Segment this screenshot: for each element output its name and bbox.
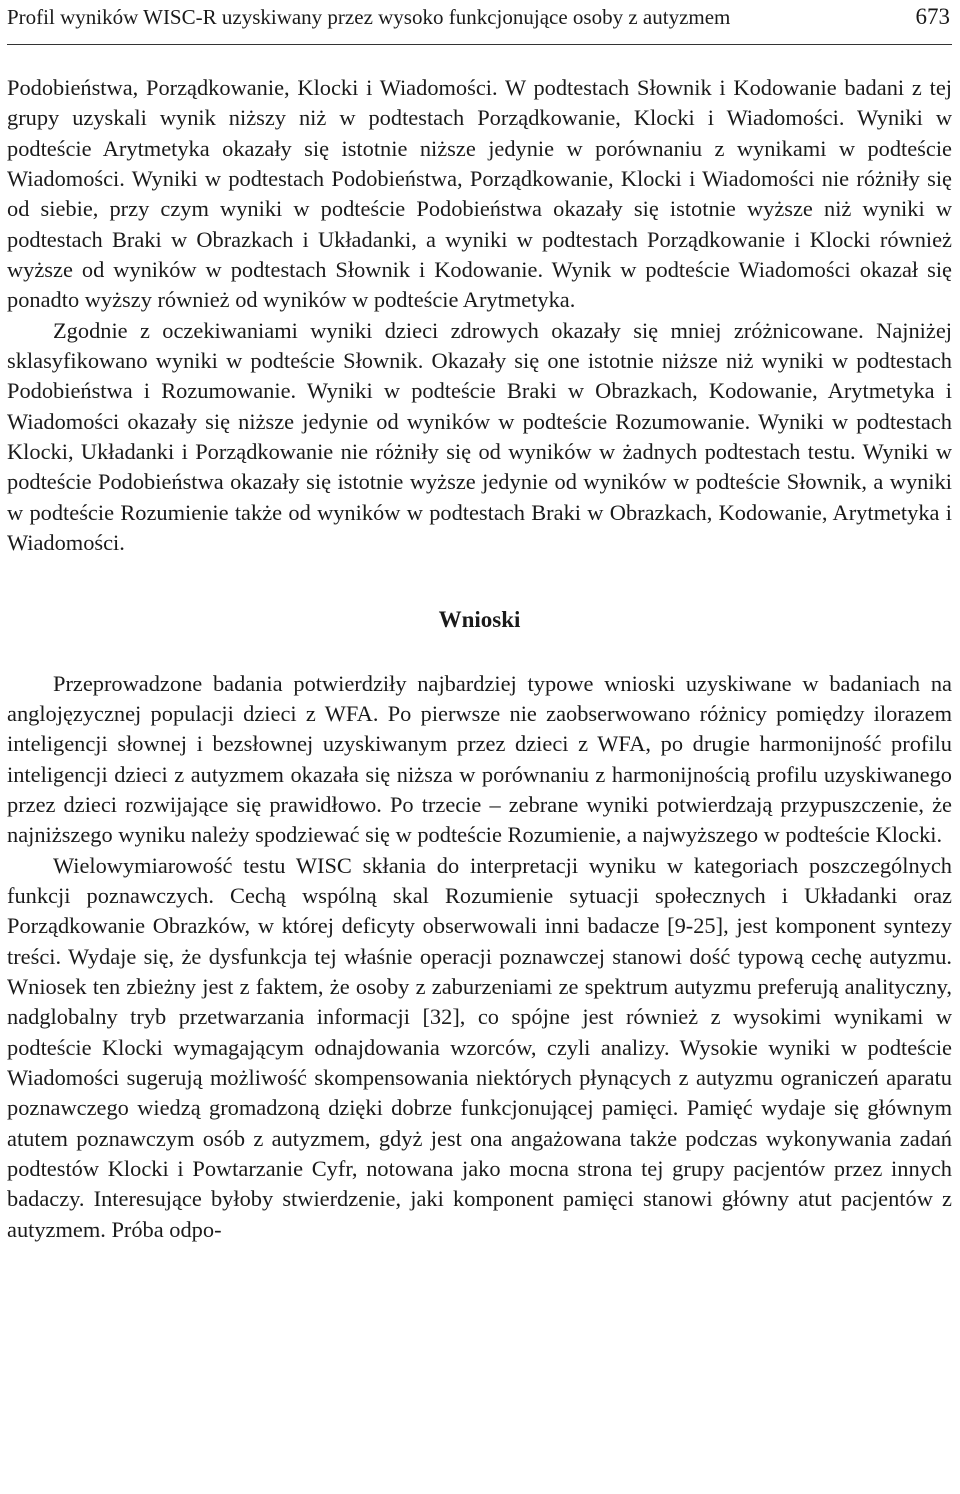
running-title: Profil wyników WISC-R uzyskiwany przez wysoko funkcjonujące osoby z autyzmem	[7, 5, 731, 29]
section-spacer	[7, 635, 952, 669]
paragraph: Zgodnie z oczekiwaniami wyniki dzieci zdrowych okazały się mniej zróżnicowane. Najniżej sklasyfikowano wyniki w podteście Słownik. Okazały się one istotnie niższe niż wyniki w podtestach Podobieństwa i Rozumowanie. Wyniki w podteście Braki w Obrazkach, Kodowanie, Arytmetyka i Wiadomości okazały się niższe jedynie od wyników w podteście Rozumowanie. Wyniki w podtestach Klocki, Układanki i Porządkowanie nie różniły się od wyników w żadnych podtestach testu. Wyniki w podteście Podobieństwa okazały się istotnie wyższe jedynie od wyników w podteście Słownik, a wyniki w podteście Rozumienie także od wyników w podtestach Braki w Obrazkach, Kodowanie, Arytmetyka i Wiadomości.	[7, 317, 952, 556]
header-rule	[7, 44, 952, 45]
body-text	[7, 73, 952, 1245]
paragraph: Podobieństwa, Porządkowanie, Klocki i Wiadomości. W podtestach Słownik i Kodowanie badani z tej grupy uzyskali wynik niższy niż w podtestach Porządkowanie, Klocki i Wiadomości. Wyniki w podteście Arytmetyka okazały się istotnie niższe jedynie w porównaniu z wynikami w podteście Wiadomości. Wyniki w podtestach Podobieństwa, Porządkowanie, Klocki i Wiadomości nie różniły się od siebie, przy czym wyniki w podteście Podobieństwa okazały się istotnie wyższe niż wyniki w podtestach Braki w Obrazkach i Układanki, a wyniki w podtestach Porządkowanie i Klocki również wyższe od wyników w podtestach Słownik i Kodowanie. Wynik w podteście Wiadomości okazał się ponadto wyższy również od wyników w podteście Arytmetyka.	[7, 75, 952, 313]
section-spacer	[7, 559, 952, 605]
page-number: 673	[915, 4, 950, 29]
paragraph: Przeprowadzone badania potwierdziły najbardziej typowe wnioski uzyskiwane w badaniach na anglojęzycznej populacji dzieci z WFA. Po pierwsze nie zaobserwowano różnicy pomiędzy ilorazem inteligencji słownej i bezsłownej uzyskiwanym przez dzieci z WFA, po drugie harmonijność profilu inteligencji dzieci z autyzmem okazała się niższa w porównaniu z harmonijnością profilu uzyskiwanego przez dzieci rozwijające się prawidłowo. Po trzecie – zebrane wyniki potwierdzają przypuszczenie, że najniższego wyniku należy spodziewać się w podteście Rozumienie, a najwyższego w podteście Klocki.	[7, 670, 952, 848]
paragraph: Wielowymiarowość testu WISC skłania do interpretacji wyniku w kategoriach poszczególnych funkcji poznawczych. Cechą wspólną skal Rozumienie sytuacji społecznych i Układanki oraz Porządkowanie Obrazków, w której deficyty obserwowali inni badacze [9-25], jest komponent syntezy treści. Wydaje się, że dysfunkcja tej właśnie operacji poznawczej stanowi dość typową cechę autyzmu. Wniosek ten zbieżny jest z faktem, że osoby z zaburzeniami ze spektrum autyzmu preferują analityczny, nadglobalny tryb przetwarzania informacji [32], co spójne jest również z wysokimi wynikami w podteście Klocki wymagającym odnajdowania wzorców, czyli analizy. Wysokie wyniki w podteście Wiadomości sugerują możliwość skompensowania niektórych płynących z autyzmu ograniczeń aparatu poznawczego wiedzą gromadzoną dzięki dobrze funkcjonującej pamięci. Pamięć wydaje się głównym atutem poznawczym osób z autyzmem, gdyż jest ona angażowana także podczas wykonywania zadań podtestów Klocki i Powtarzanie Cyfr, notowana jako mocna strona tej grupy pacjentów przez innych badaczy. Interesujące byłoby stwierdzenie, jaki komponent pamięci stanowi główny atut pacjentów z autyzmem. Próba odpo-	[7, 852, 952, 1242]
running-header	[7, 0, 952, 38]
section-heading: Wnioski	[438, 606, 521, 632]
